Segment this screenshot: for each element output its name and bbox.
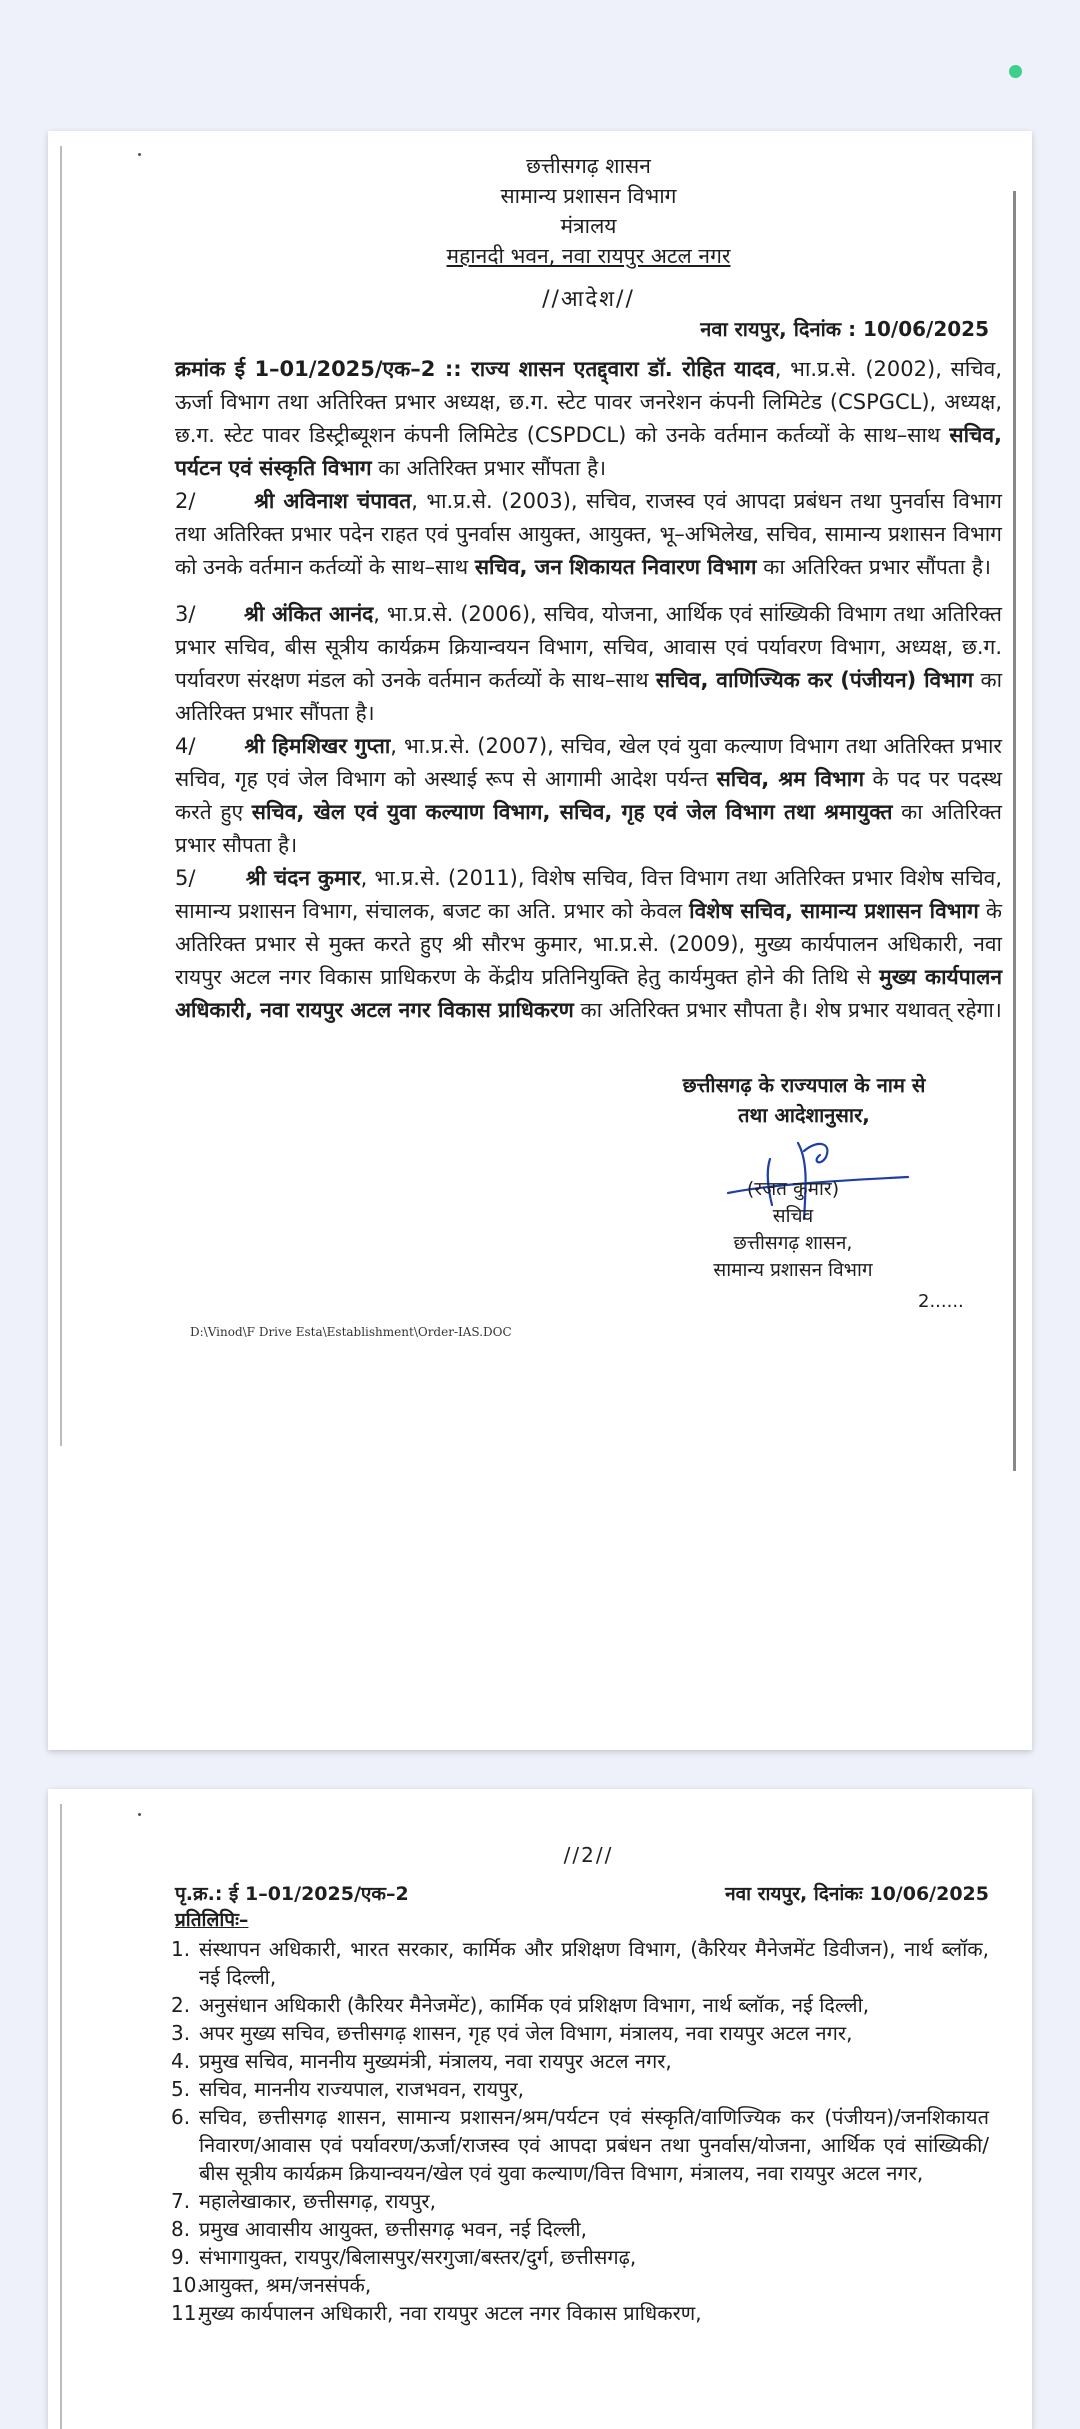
assigned-department: सचिव, श्रम विभाग — [716, 767, 865, 791]
assigned-department: सचिव, जन शिकायत निवारण विभाग — [474, 555, 757, 579]
copy-list-item — [171, 2243, 989, 2271]
status-indicator-dot — [1009, 65, 1022, 78]
copy-list-item — [171, 1991, 989, 2019]
letterhead-department: सामान्य प्रशासन विभाग — [500, 184, 677, 208]
order-number: क्रमांक ई 1–01/2025/एक–2 :: राज्य शासन एतद्द्वारा — [175, 357, 649, 381]
order-body — [175, 353, 1002, 1027]
order-place-date: नवा रायपुर, दिनांक : 10/06/2025 — [700, 317, 989, 341]
copy-item-number: 2. — [171, 1993, 191, 2017]
copy-item-number: 6. — [171, 2105, 191, 2129]
copy-place-date: नवा रायपुर, दिनांकः 10/06/2025 — [725, 1883, 989, 1905]
assigned-department: सचिव, पर्यटन एवं संस्कृति विभाग — [175, 423, 1002, 480]
copy-item-text: प्रमुख सचिव, माननीय मुख्यमंत्री, मंत्रालय, नवा रायपुर अटल नगर, — [199, 2049, 672, 2073]
signatory-name: (रजत कुमार) — [746, 1178, 840, 1200]
scan-edge-left — [60, 146, 62, 1446]
copy-list-item — [171, 2047, 989, 2075]
relieved-department: विशेष सचिव, सामान्य प्रशासन विभाग — [689, 899, 979, 923]
copy-list-item — [171, 2075, 989, 2103]
letterhead-address: महानदी भवन, नवा रायपुर अटल नगर — [446, 244, 731, 268]
order-paragraph-3: 3/ श्री अंकित आनंद, भा.प्र.से. (2006), सचिव, योजना, आर्थिक एवं सांख्यिकी विभाग तथा अतिरिक्त प्रभार सचिव, बीस सूत्रीय कार्यक्रम क्रियान्वयन विभाग, सचिव, आवास एवं पर्यावरण विभाग, अध्यक्ष, छ.ग. पर्यावरण संरक्षण मंडल को उनके वर्तमान कर्तव्यों के साथ–साथ सचिव, वाणिज्यिक कर (पंजीयन) विभाग का अतिरिक्त प्रभार सौंपता है। — [175, 602, 1003, 725]
copy-item-text: महालेखाकार, छत्तीसगढ़, रायपुर, — [199, 2189, 436, 2213]
copy-list — [171, 1935, 989, 2327]
copy-list-container — [171, 1935, 989, 2327]
authority-block: छत्तीसगढ़ के राज्यपाल के नाम से तथा आदेशानुसार, — [682, 1073, 926, 1127]
assigned-department: सचिव, खेल एवं युवा कल्याण विभाग, सचिव, गृह एवं जेल विभाग तथा श्रमायुक्त — [251, 800, 893, 824]
next-page-marker: 2...... — [918, 1291, 964, 1312]
copy-item-text: सचिव, छत्तीसगढ़ शासन, सामान्य प्रशासन/श्रम/पर्यटन एवं संस्कृति/वाणिज्यिक कर (पंजीयन)/जनशिकायत निवारण/आवास एवं पर्यावरण/ऊर्जा/राजस्व एवं आपदा प्रबंधन तथा पुनर्वास/योजना, आर्थिक एवं सांख्यिकी/बीस सूत्रीय कार्यक्रम क्रियान्वयन/खेल एवं युवा कल्याण/वित्त विभाग, मंत्रालय, नवा रायपुर अटल नगर, — [199, 2105, 989, 2185]
copy-item-text: अनुसंधान अधिकारी (कैरियर मैनेजमेंट), कार्मिक एवं प्रशिक्षण विभाग, नार्थ ब्लॉक, नई दिल्ली, — [199, 1993, 870, 2017]
copy-item-number: 8. — [171, 2217, 191, 2241]
officer-name: श्री अविनाश चंपावत — [254, 489, 412, 513]
reference-number: पृ.क्र.: ई 1–01/2025/एक–2 — [175, 1883, 409, 1905]
copy-list-item — [171, 2187, 989, 2215]
order-paragraph-1: क्रमांक ई 1–01/2025/एक–2 :: राज्य शासन एतद्द्वारा डॉ. रोहित यादव, भा.प्र.से. (2002), सचिव, ऊर्जा विभाग तथा अतिरिक्त प्रभार अध्यक्ष, छ.ग. स्टेट पावर जनरेशन कंपनी लिमिटेड (CSPGCL), अध्यक्ष, छ.ग. स्टेट पावर डिस्ट्रीब्यूशन कंपनी लिमिटेड (CSPDCL) को उनके वर्तमान कर्तव्यों के साथ–साथ सचिव, पर्यटन एवं संस्कृति विभाग का अतिरिक्त प्रभार सौंपता है। — [175, 357, 1002, 480]
copy-item-text: प्रमुख आवासीय आयुक्त, छत्तीसगढ़ भवन, नई दिल्ली, — [199, 2217, 587, 2241]
assigned-department: सचिव, वाणिज्यिक कर (पंजीयन) विभाग — [655, 668, 974, 692]
scan-speck — [138, 1813, 141, 1816]
officer-name: श्री चंदन कुमार — [245, 866, 361, 890]
scan-edge-left — [60, 1804, 62, 2429]
file-path: D:\Vinod\F Drive Esta\Establishment\Order-IAS.DOC — [190, 1325, 512, 1339]
copy-item-number: 5. — [171, 2077, 191, 2101]
page-2-marker: //2// — [563, 1843, 614, 1867]
copy-item-text: संभागायुक्त, रायपुर/बिलासपुर/सरगुजा/बस्तर/दुर्ग, छत्तीसगढ़, — [199, 2245, 637, 2269]
letterhead-govt: छत्तीसगढ़ शासन — [526, 154, 651, 178]
order-paragraph-5: 5/ श्री चंदन कुमार, भा.प्र.से. (2011), विशेष सचिव, वित्त विभाग तथा अतिरिक्त प्रभार विशेष सचिव, सामान्य प्रशासन विभाग, संचालक, बजट का अति. प्रभार को केवल विशेष सचिव, सामान्य प्रशासन विभाग के अतिरिक्त प्रभार से मुक्त करते हुए श्री सौरभ कुमार, भा.प्र.से. (2009), मुख्य कार्यपालन अधिकारी, नवा रायपुर अटल नगर विकास प्राधिकरण के केंद्रीय प्रतिनियुक्ति हेतु कार्यमुक्त होने की तिथि से मुख्य कार्यपालन अधिकारी, नवा रायपुर अटल नगर विकास प्राधिकरण का अतिरिक्त प्रभार सौपता है। शेष प्रभार यथावत् रहेगा। — [175, 866, 1003, 1022]
scan-edge-right — [1013, 191, 1016, 1471]
letterhead — [175, 151, 1002, 315]
order-paragraph-4: 4/ श्री हिमशिखर गुप्ता, भा.प्र.से. (2007), सचिव, खेल एवं युवा कल्याण विभाग तथा अतिरिक्त प्रभार सचिव, गृह एवं जेल विभाग को अस्थाई रूप से आगामी आदेश पर्यन्त सचिव, श्रम विभाग के पद पर पदस्थ करते हुए सचिव, खेल एवं युवा कल्याण विभाग, सचिव, गृह एवं जेल विभाग तथा श्रमायुक्त का अतिरिक्त प्रभार सौपता है। — [175, 734, 1003, 857]
copy-item-number: 7. — [171, 2189, 191, 2213]
document-page-1 — [48, 131, 1032, 1750]
copy-item-text: अपर मुख्य सचिव, छत्तीसगढ़ शासन, गृह एवं जेल विभाग, मंत्रालय, नवा रायपुर अटल नगर, — [199, 2021, 853, 2045]
copy-list-item — [171, 2103, 989, 2187]
assigned-department: मुख्य कार्यपालन अधिकारी, नवा रायपुर अटल नगर विकास प्राधिकरण — [175, 965, 1002, 1022]
scan-speck — [138, 153, 141, 156]
officer-name: डॉ. रोहित यादव — [648, 357, 775, 381]
copy-item-text: सचिव, माननीय राज्यपाल, राजभवन, रायपुर, — [199, 2077, 524, 2101]
document-page-2 — [48, 1789, 1032, 2429]
copy-list-item — [171, 2215, 989, 2243]
copy-item-number: 11. — [171, 2301, 203, 2325]
copy-item-number: 3. — [171, 2021, 191, 2045]
signatory-designation: सचिव — [772, 1205, 814, 1227]
copy-item-number: 9. — [171, 2245, 191, 2269]
copy-list-item — [171, 1935, 989, 1991]
order-title: //आदेश// — [542, 287, 635, 312]
letterhead-ministry: मंत्रालय — [560, 214, 617, 238]
copy-list-item — [171, 2299, 989, 2327]
copy-header — [175, 1881, 1002, 1933]
copy-list-item — [171, 2271, 989, 2299]
officer-name: श्री अंकित आनंद — [243, 602, 374, 626]
officer-name: श्री हिमशिखर गुप्ता — [244, 734, 391, 758]
copy-heading: प्रतिलिपिः– — [175, 1909, 249, 1931]
copy-list-item — [171, 2019, 989, 2047]
copy-item-text: आयुक्त, श्रम/जनसंपर्क, — [199, 2273, 372, 2297]
copy-item-number: 4. — [171, 2049, 191, 2073]
order-paragraph-2: 2/ श्री अविनाश चंपावत, भा.प्र.से. (2003), सचिव, राजस्व एवं आपदा प्रबंधन तथा पुनर्वास विभाग तथा अतिरिक्त प्रभार पदेन राहत एवं पुनर्वास आयुक्त, आयुक्त, भू–अभिलेख, सचिव, सामान्य प्रशासन विभाग को उनके वर्तमान कर्तव्यों के साथ–साथ सचिव, जन शिकायत निवारण विभाग का अतिरिक्त प्रभार सौंपता है। — [175, 489, 1002, 579]
signatory-block: (रजत कुमार) सचिव छत्तीसगढ़ शासन, सामान्य प्रशासन विभाग — [648, 1176, 938, 1284]
copy-item-text: संस्थापन अधिकारी, भारत सरकार, कार्मिक और प्रशिक्षण विभाग, (कैरियर मैनेजमेंट डिवीजन), नार्थ ब्लॉक, नई दिल्ली, — [199, 1937, 989, 1989]
copy-item-number: 1. — [171, 1937, 191, 1961]
copy-item-number: 10. — [171, 2273, 203, 2297]
copy-item-text: मुख्य कार्यपालन अधिकारी, नवा रायपुर अटल नगर विकास प्राधिकरण, — [199, 2301, 702, 2325]
